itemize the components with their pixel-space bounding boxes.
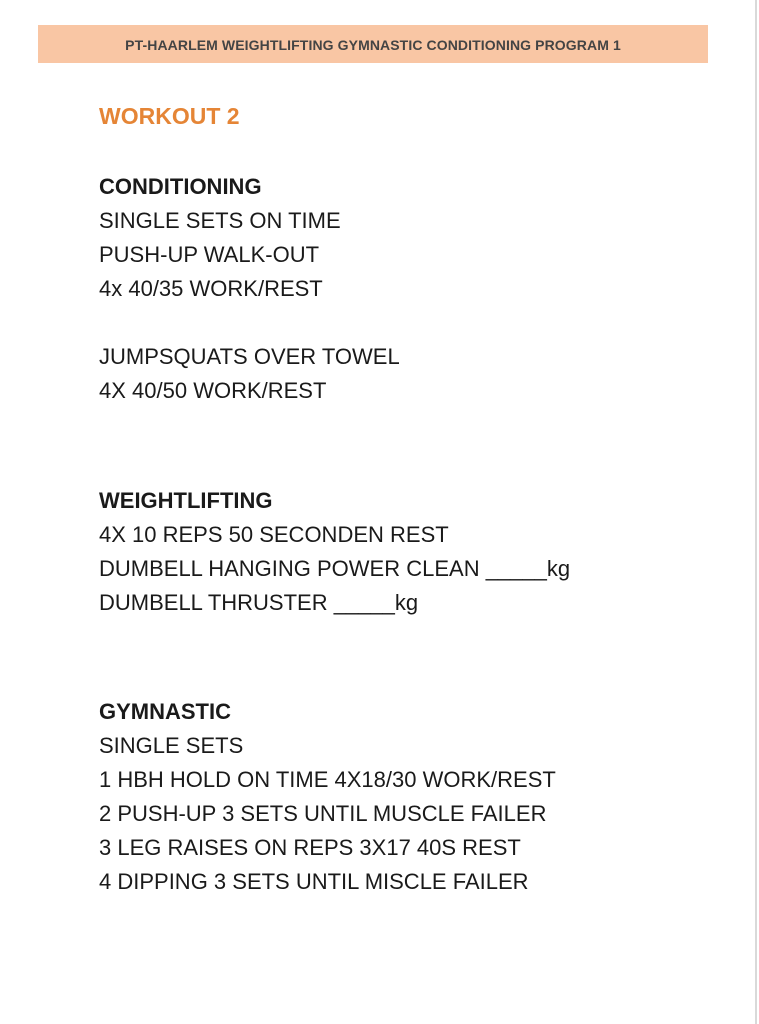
conditioning-line: 4X 40/50 WORK/REST: [99, 378, 327, 403]
gymnastic-line: 1 HBH HOLD ON TIME 4X18/30 WORK/REST: [99, 767, 556, 792]
gymnastic-line: SINGLE SETS: [99, 733, 244, 758]
conditioning-line: SINGLE SETS ON TIME: [99, 208, 341, 233]
gymnastic-heading: GYMNASTIC: [99, 699, 231, 724]
weightlifting-line: 4X 10 REPS 50 SECONDEN REST: [99, 522, 449, 547]
weightlifting-line: DUMBELL THRUSTER _____kg: [99, 590, 419, 615]
conditioning-section: [99, 170, 719, 408]
gymnastic-line: 4 DIPPING 3 SETS UNTIL MISCLE FAILER: [99, 869, 529, 894]
weightlifting-line: DUMBELL HANGING POWER CLEAN _____kg: [99, 556, 571, 581]
conditioning-line: JUMPSQUATS OVER TOWEL: [99, 344, 400, 369]
gymnastic-line: 2 PUSH-UP 3 SETS UNTIL MUSCLE FAILER: [99, 801, 547, 826]
conditioning-line: 4x 40/35 WORK/REST: [99, 276, 323, 301]
weightlifting-section: [99, 484, 719, 620]
header-banner: [38, 25, 708, 63]
spacer: [99, 306, 719, 340]
banner-title: PT-HAARLEM WEIGHTLIFTING GYMNASTIC CONDITIONING PROGRAM 1: [125, 37, 621, 53]
gymnastic-section: [99, 695, 719, 899]
weightlifting-heading: WEIGHTLIFTING: [99, 488, 273, 513]
gymnastic-line: 3 LEG RAISES ON REPS 3X17 40S REST: [99, 835, 521, 860]
conditioning-heading: CONDITIONING: [99, 174, 262, 199]
conditioning-line: PUSH-UP WALK-OUT: [99, 242, 320, 267]
workout-title: WORKOUT 2: [99, 103, 240, 129]
